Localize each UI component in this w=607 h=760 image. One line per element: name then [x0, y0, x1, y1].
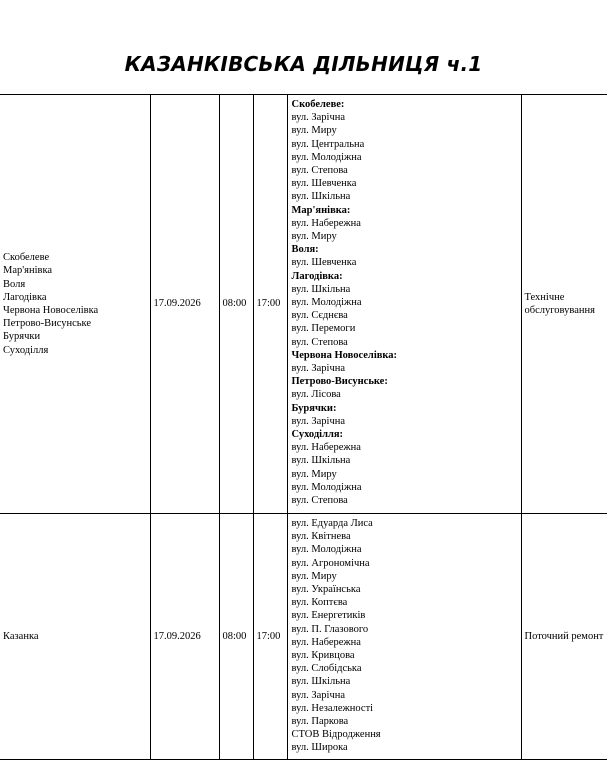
table-row [0, 95, 607, 514]
street-name: вул. Кривцова [291, 650, 355, 662]
settlements-cell [0, 95, 150, 514]
street-name: вул. Паркова [291, 716, 349, 728]
settlement-name: Червона Новоселівка [3, 305, 99, 316]
street-name: вул. Слобідська [291, 663, 362, 675]
street-name: вул. Шкільна [291, 283, 351, 295]
time-end-cell: 17:00 [253, 95, 287, 514]
street-name: вул. Степова [291, 495, 348, 507]
street-name: вул. Миру [291, 231, 337, 243]
settlement-name: Скобелеве [3, 252, 50, 264]
street-name: вул. Шкільна [291, 191, 351, 203]
street-name: вул. Шкільна [291, 676, 351, 688]
street-name: вул. Шевченка [291, 178, 357, 190]
street-name: вул. Енергетиків [291, 610, 366, 622]
street-name: вул. Лісова [291, 389, 341, 401]
streets-cell [287, 95, 521, 514]
date-cell: 17.09.2026 [150, 514, 219, 760]
settlement-heading: Суходілля: [291, 429, 344, 441]
settlement-heading: Мар'янівка: [291, 204, 351, 216]
work-type-cell: Технічне обслуговування [521, 95, 607, 514]
street-name: вул. Зарічна [291, 112, 346, 124]
street-name: вул. П. Глазового [291, 623, 369, 635]
street-name: вул. Сєднєва [291, 310, 348, 322]
settlement-name: Воля [3, 278, 26, 290]
street-name: вул. Широка [291, 742, 348, 754]
time-start-cell: 08:00 [219, 95, 253, 514]
street-name: вул. Шкільна [291, 455, 351, 467]
settlement-heading: Лагодівка: [291, 270, 343, 282]
time-end-cell: 17:00 [253, 514, 287, 760]
street-name: вул. Коптєва [291, 597, 348, 609]
street-name: вул. Українська [291, 584, 361, 596]
street-name: вул. Зарічна [291, 415, 346, 427]
settlement-name: Бурячки [3, 331, 41, 343]
settlement-heading: Бурячки: [291, 402, 337, 414]
street-name: СТОВ Відродження [291, 729, 381, 741]
street-name: вул. Квітнева [291, 531, 351, 543]
settlement-name: Лагодівка [3, 291, 47, 303]
page-title: КАЗАНКІВСЬКА ДІЛЬНИЦЯ ч.1 [124, 52, 483, 76]
street-name: вул. Центральна [291, 138, 365, 150]
street-name: вул. Молодіжна [291, 151, 362, 163]
settlement-name: Петрово-Висунське [3, 318, 92, 330]
date-cell: 17.09.2026 [150, 95, 219, 514]
work-type-cell: Поточний ремонт [521, 514, 607, 760]
street-name: вул. Набережна [291, 636, 361, 648]
street-name: вул. Миру [291, 468, 337, 480]
street-name: вул. Незалежності [291, 702, 374, 714]
street-name: вул. Степова [291, 336, 348, 348]
street-name: вул. Набережна [291, 217, 361, 229]
street-name: вул. Набережна [291, 442, 361, 454]
time-start-cell: 08:00 [219, 514, 253, 760]
settlement-name: Мар'янівка [3, 265, 53, 277]
street-name: вул. Миру [291, 570, 337, 582]
streets-cell [287, 514, 521, 760]
street-name: вул. Зарічна [291, 689, 346, 701]
outage-schedule-table [0, 94, 607, 760]
street-name: вул. Шевченка [291, 257, 357, 269]
street-name: вул. Едуарда Лиса [291, 518, 373, 529]
settlement-heading: Петрово-Висунське: [291, 376, 388, 388]
street-name: вул. Молодіжна [291, 481, 362, 493]
settlement-name: Казанка [3, 630, 39, 642]
settlements-cell [0, 514, 150, 760]
street-name: вул. Степова [291, 165, 348, 177]
settlement-heading: Воля: [291, 244, 319, 256]
settlement-heading: Скобелеве: [291, 99, 345, 110]
table-row [0, 514, 607, 760]
street-name: вул. Молодіжна [291, 297, 362, 309]
street-name: вул. Агрономічна [291, 557, 370, 569]
settlement-name: Суходілля [3, 344, 49, 356]
settlement-heading: Червона Новоселівка: [291, 349, 398, 361]
street-name: вул. Перемоги [291, 323, 356, 335]
street-name: вул. Зарічна [291, 363, 346, 375]
street-name: вул. Молодіжна [291, 544, 362, 556]
street-name: вул. Миру [291, 125, 337, 137]
